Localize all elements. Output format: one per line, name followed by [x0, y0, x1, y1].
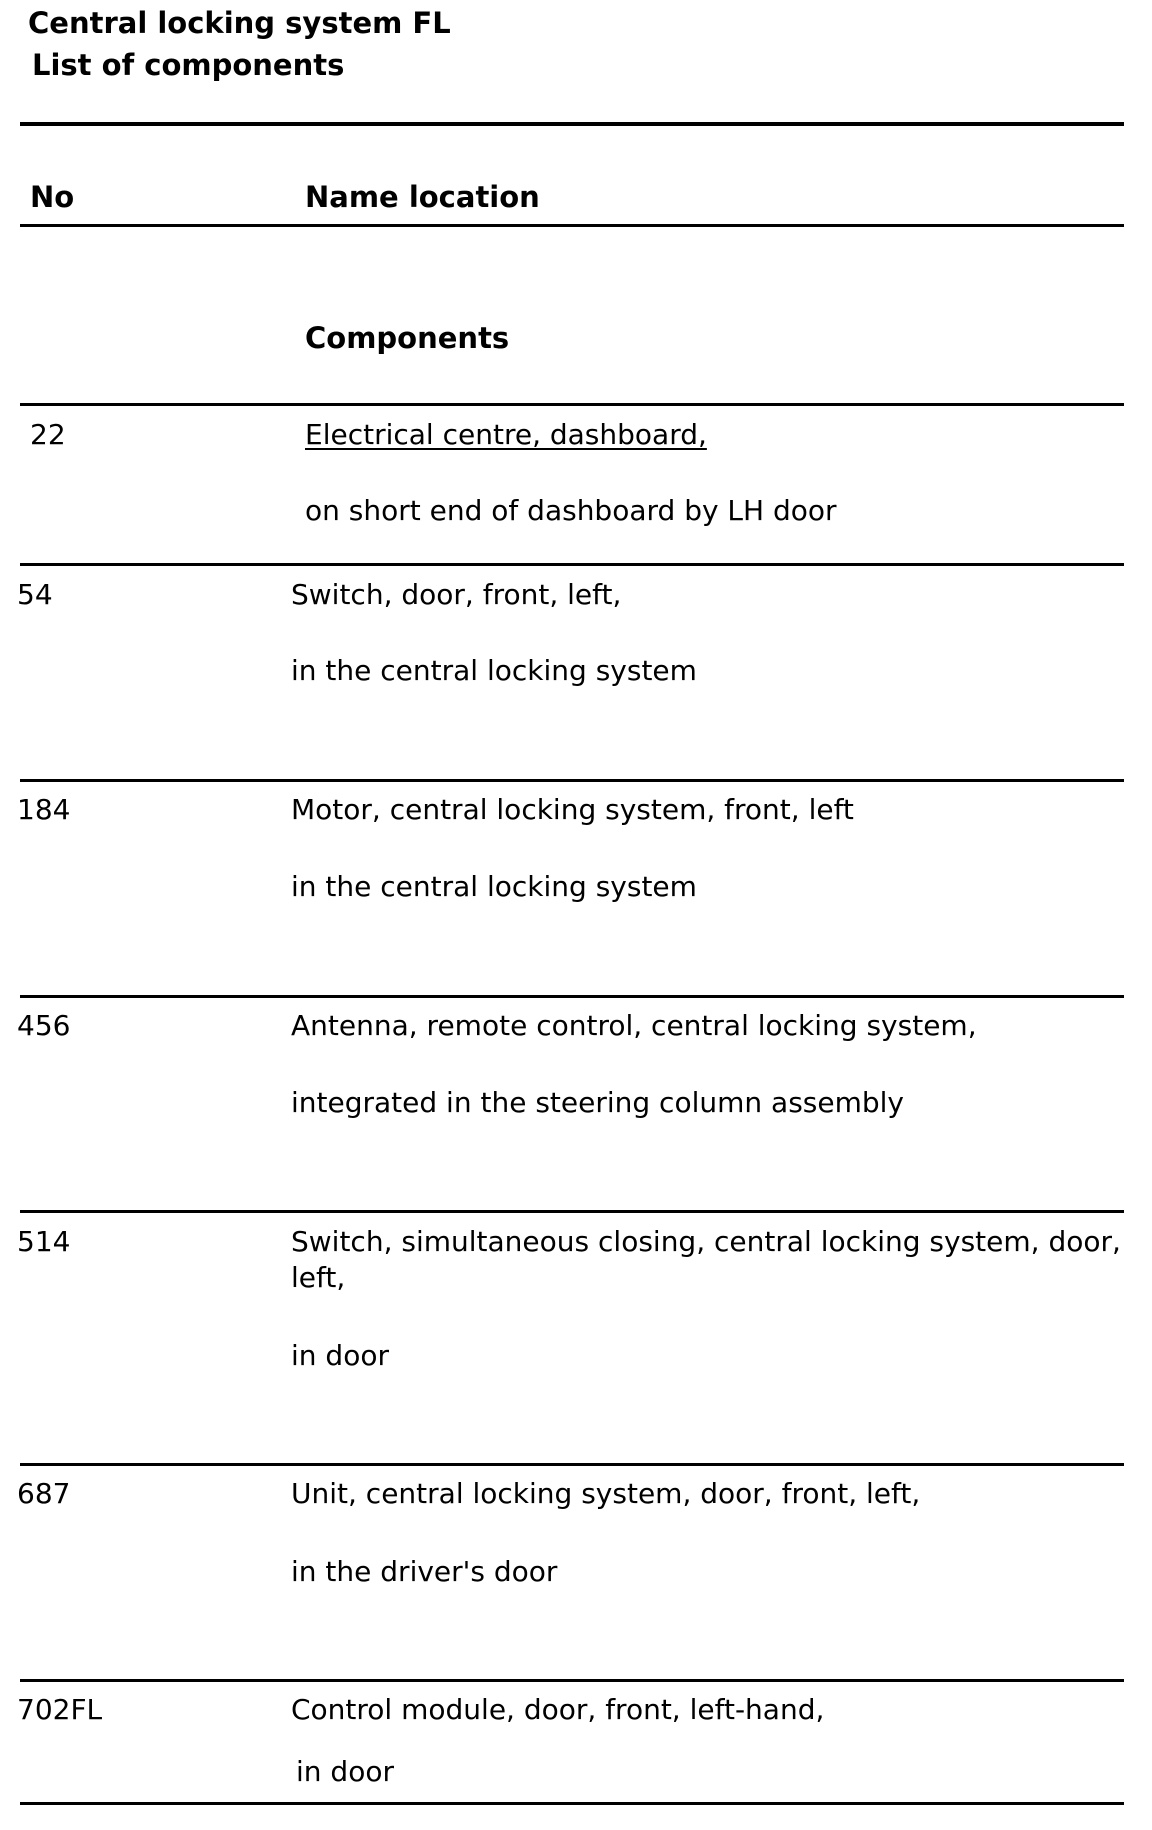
section-label-components: Components: [305, 321, 510, 355]
bottom-rule: [20, 1802, 1124, 1805]
row-name: Switch, door, front, left,: [291, 578, 622, 611]
row-number: 702FL: [17, 1693, 103, 1726]
row-divider: [20, 403, 1124, 406]
row-name: Control module, door, front, left-hand,: [291, 1693, 825, 1726]
row-number: 54: [17, 578, 53, 611]
row-location: integrated in the steering column assembly: [291, 1086, 904, 1119]
row-divider: [20, 995, 1124, 998]
row-location: in the central locking system: [291, 654, 697, 687]
row-number: 184: [17, 793, 71, 826]
row-location: in the driver's door: [291, 1555, 558, 1588]
row-divider: [20, 1679, 1124, 1682]
row-number: 22: [30, 418, 66, 451]
row-divider: [20, 779, 1124, 782]
row-number: 514: [17, 1225, 71, 1258]
row-divider: [20, 1210, 1124, 1213]
row-divider: [20, 1463, 1124, 1466]
column-header-name-location: Name location: [305, 180, 540, 214]
row-name: Switch, simultaneous closing, central locking system, door, left,: [291, 1225, 1121, 1294]
document-title: Central locking system FL: [28, 6, 451, 40]
row-divider: [20, 563, 1124, 566]
header-rule: [20, 224, 1124, 227]
row-location: in the central locking system: [291, 870, 697, 903]
top-rule: [20, 122, 1124, 126]
row-location: in door: [296, 1755, 394, 1788]
row-location: in door: [291, 1339, 389, 1372]
row-name: Motor, central locking system, front, left: [291, 793, 854, 826]
row-name: Antenna, remote control, central locking system,: [291, 1009, 977, 1042]
row-location: on short end of dashboard by LH door: [305, 494, 837, 527]
row-number: 687: [17, 1477, 71, 1510]
row-name: Electrical centre, dashboard,: [305, 418, 707, 451]
document-subtitle: List of components: [32, 48, 345, 82]
row-name: Unit, central locking system, door, front, left,: [291, 1477, 921, 1510]
row-number: 456: [17, 1009, 71, 1042]
column-header-no: No: [30, 180, 75, 214]
